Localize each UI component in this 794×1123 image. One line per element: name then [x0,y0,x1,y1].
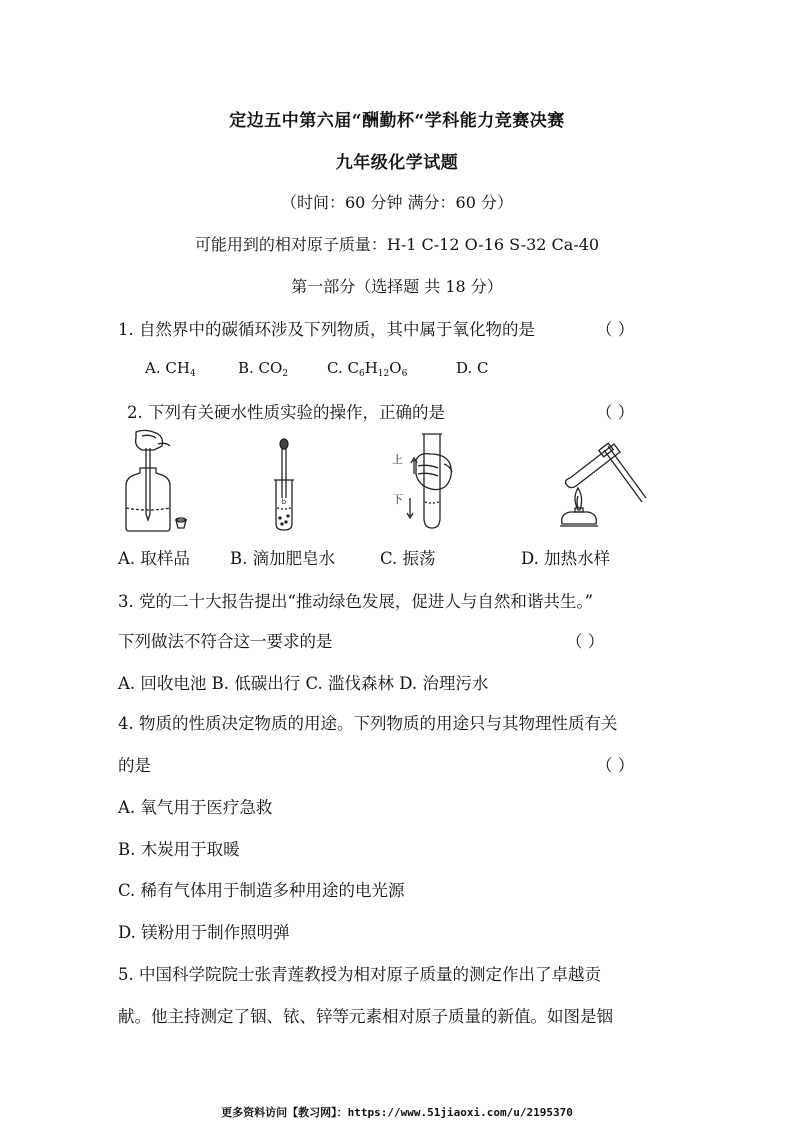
q3-answer-paren: （ ） [566,632,605,651]
q3-options: A. 回收电池 B. 低碳出行 C. 滥伐森林 D. 治理污水 [118,674,489,693]
q2-option-b: B. 滴加肥皂水 [230,549,336,568]
q2-option-d: D. 加热水样 [521,549,611,568]
q2-stem: 2. 下列有关硬水性质实验的操作，正确的是 [127,403,445,422]
q4-answer-paren: （ ） [596,756,635,775]
q1-answer-paren: （ ） [596,320,635,339]
down-label: 下 [392,493,403,506]
q2-option-a: A. 取样品 [118,549,190,568]
part1-heading: 第一部分（选择题 共 18 分） [291,277,503,296]
q1-option-a: A. $CH_4$ [145,359,196,379]
figure-add-soap-water [264,438,304,534]
up-label: 上 [392,453,403,466]
figure-take-sample [112,428,198,534]
footer-link-text: 更多资料访问【教习网】：https://www.51jiaoxi.com/u/2195370 [221,1106,573,1119]
q4-stem-line2: 的是 [118,756,151,775]
q1-stem: 1. 自然界中的碳循环涉及下列物质，其中属于氧化物的是 [118,320,535,339]
exam-subtitle: 九年级化学试题 [335,153,459,173]
q4-stem-line1: 4. 物质的性质决定物质的用途。下列物质的用途只与其物理性质有关 [118,714,618,733]
q4-option-a: A. 氧气用于医疗急救 [118,798,273,817]
q4-option-c: C. 稀有气体用于制造多种用途的电光源 [118,881,405,900]
q3-stem-line2: 下列做法不符合这一要求的是 [118,632,333,651]
q1-option-b: B. $CO_2$ [238,359,289,379]
q5-line1: 5. 中国科学院院士张青莲教授为相对原子质量的测定作出了卓越贡 [118,965,601,984]
figure-shake [388,430,468,534]
q5-line2: 献。他主持测定了铟、铱、锌等元素相对原子质量的新值。如图是铟 [118,1007,613,1026]
figure-heat-water-sample [552,432,650,532]
time-info: （时间：60 分钟 满分：60 分） [281,193,513,212]
q4-option-d: D. 镁粉用于制作照明弹 [118,923,290,942]
exam-title: 定边五中第六届“酬勤杯“学科能力竞赛决赛 [229,111,565,131]
svg-text:b: b [281,498,287,506]
q3-stem-line1: 3. 党的二十大报告提出“推动绿色发展，促进人与自然和谐共生。” [118,592,594,611]
q2-option-c: C. 振荡 [380,549,436,568]
q1-option-d: D. C [456,359,489,377]
q2-answer-paren: （ ） [596,403,635,422]
q4-option-b: B. 木炭用于取暖 [118,840,240,859]
q1-option-c: C. $C_6H_{12}O_6$ [327,359,408,379]
atomic-masses: 可能用到的相对原子质量：H-1 C-12 O-16 S-32 Ca-40 [194,235,600,254]
